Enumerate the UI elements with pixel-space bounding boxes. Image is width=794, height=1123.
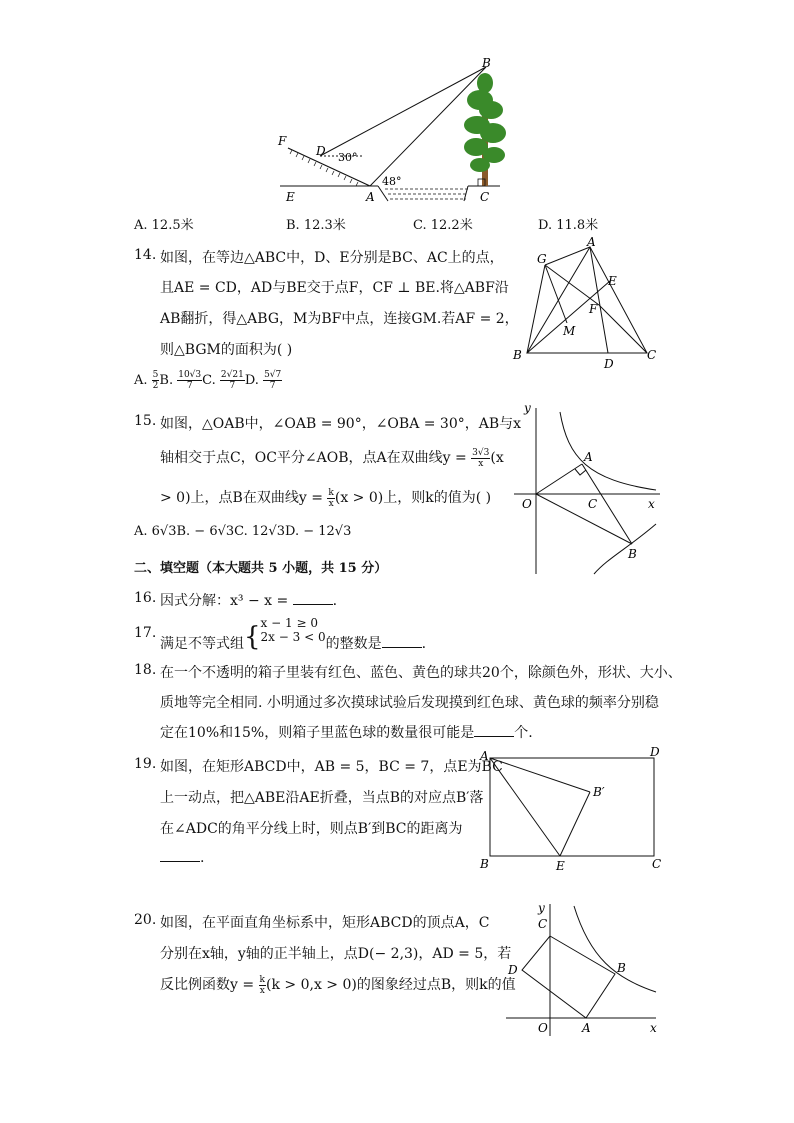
q18-number: 18. [134, 662, 157, 678]
q14-opt-a-label: A. [134, 373, 148, 388]
q18-line3-text: 定在10%和15%，则箱子里蓝色球的数量很可能是 [160, 725, 475, 741]
q16-text: 因式分解：x³ − x = [160, 593, 293, 609]
q19-number: 19. [134, 756, 157, 772]
q15-line2-text: 轴相交于点C，OC平分∠AOB，点A在双曲线y = [160, 450, 467, 466]
q13-option-a: A. 12.5米 [134, 218, 194, 233]
q20-number: 20. [134, 912, 157, 928]
q14-options [134, 370, 282, 391]
section-2-heading: 二、填空题（本大题共 5 小题，共 15 分） [134, 561, 388, 576]
q14-line4: 则△BGM的面积为( ) [160, 342, 293, 358]
q14-label-E: E [608, 274, 617, 288]
q20-label-D: D [508, 963, 518, 977]
q19-label-A: A [480, 749, 489, 763]
q19-end: . [200, 850, 205, 866]
q20-axis-y: y [538, 901, 545, 915]
q15-line2-fraction: $\frac{3√3}{x}$ [472, 447, 490, 469]
q20-label-B: B [617, 961, 626, 975]
q14-label-F: F [589, 302, 598, 316]
q20-line3 [160, 974, 516, 996]
q13-label-C: C [480, 190, 490, 204]
q15-line2 [160, 447, 504, 469]
q20-line3-text: 反比例函数y = [160, 977, 255, 993]
q14-line1: 如图，在等边△ABC中，D、E分别是BC、AC上的点， [160, 250, 504, 266]
q14-opt-d-label: D. [244, 373, 259, 388]
q14-opt-c-label: C. [202, 373, 216, 388]
q19-label-E: E [556, 859, 565, 873]
q19-label-C: C [652, 857, 662, 871]
q14-number: 14. [134, 247, 157, 263]
q16-number: 16. [134, 590, 157, 606]
q17-pre: 满足不等式组 [160, 636, 244, 652]
q20-label-C: C [538, 917, 548, 931]
q18-line2: 质地等完全相同. 小明通过多次摸球试验后发现摸到红色球、黄色球的频率分别稳 [160, 695, 659, 711]
q13-option-c: C. 12.2米 [413, 218, 473, 233]
q13-label-B: B [482, 56, 491, 70]
q15-line3-text: > 0)上，点B在双曲线y = [160, 490, 323, 506]
q15-label-A: A [584, 450, 593, 464]
q16-line [160, 590, 337, 610]
q14-opt-b-value: $\frac{10√3}{7}$ [178, 370, 202, 391]
q14-label-B: B [513, 348, 522, 362]
q14-figure [505, 235, 665, 375]
q17-number: 17. [134, 625, 157, 641]
q13-option-b: B. 12.3米 [286, 218, 346, 233]
q20-line2: 分别在x轴，y轴的正半轴上，点D(− 2,3)，AD = 5，若 [160, 946, 512, 962]
q20-axis-x: x [650, 1021, 657, 1035]
q19-figure [476, 744, 666, 874]
q13-figure [270, 55, 530, 205]
q14-opt-b-label: B. [159, 373, 174, 388]
q13-label-F: F [278, 134, 287, 148]
q15-line1: 如图，△OAB中，∠OAB = 90°，∠OBA = 30°，AB与x [160, 416, 522, 432]
q16-end: . [332, 593, 338, 609]
q15-line3-tail: (x > 0)上，则k的值为( ) [334, 490, 492, 506]
q14-line2: 且AE = CD，AD与BE交于点F，CF ⊥ BE.将△ABF沿 [160, 280, 509, 296]
q19-line2: 上一动点，把△ABE沿AE折叠，当点B的对应点B′落 [160, 790, 484, 806]
q15-options: A. 6√3B. − 6√3C. 12√3D. − 12√3 [134, 524, 352, 539]
q18-line3 [160, 722, 533, 742]
q20-line3-fraction: $\frac{k}{x}$ [259, 974, 266, 996]
q15-line3-fraction: $\frac{k}{x}$ [328, 487, 334, 509]
q17-end: . [421, 636, 427, 652]
q14-opt-d-value: $\frac{5√7}{7}$ [264, 370, 282, 391]
q20-line1: 如图，在平面直角坐标系中，矩形ABCD的顶点A，C [160, 915, 490, 931]
q15-label-C: C [588, 497, 598, 511]
q17-brace: { [244, 622, 261, 652]
q19-label-B: B [480, 857, 489, 871]
q13-angle-48: 48° [382, 175, 402, 188]
q15-label-O: O [522, 497, 532, 511]
q20-line3-tail: (k > 0,x > 0)的图象经过点B，则k的值 [266, 977, 516, 993]
q19-line4 [160, 849, 204, 866]
q20-label-A: A [582, 1021, 591, 1035]
q15-line3 [160, 487, 491, 509]
q19-label-B-prime: B′ [593, 785, 605, 799]
q18-answer-blank [474, 724, 514, 737]
q14-label-A: A [587, 235, 596, 249]
q15-figure [508, 398, 668, 578]
q19-line3: 在∠ADC的角平分线上时，则点B′到BC的距离为 [160, 821, 463, 837]
q19-label-D: D [650, 745, 660, 759]
q14-label-G: G [537, 252, 547, 266]
q16-answer-blank [293, 592, 333, 605]
q20-label-O: O [538, 1021, 548, 1035]
q15-axis-x: x [648, 497, 655, 511]
q13-angle-30: 30° [338, 151, 358, 164]
q13-label-E: E [286, 190, 295, 204]
q15-axis-y: y [524, 401, 531, 415]
q14-line3: AB翻折，得△ABG，M为BF中点，连接GM.若AF = 2， [160, 311, 519, 327]
q18-line3-tail: 个. [514, 725, 533, 741]
q14-opt-a-value: $\frac{5}{2}$ [152, 370, 159, 391]
q19-answer-blank [160, 849, 200, 862]
q17-line [160, 616, 427, 652]
q17-post: 的整数是 [325, 636, 382, 652]
q14-opt-c-value: $\frac{2√21}{7}$ [220, 370, 244, 391]
q17-system: x − 1 ≥ 0 2x − 3 < 0 [260, 616, 326, 644]
q14-label-M: M [563, 324, 576, 338]
q13-label-A: A [366, 190, 375, 204]
q13-option-d: D. 11.8米 [538, 218, 599, 233]
q17-answer-blank [382, 635, 422, 648]
q15-line2-tail: (x [490, 450, 504, 466]
q19-line1: 如图，在矩形ABCD中，AB = 5，BC = 7，点E为BC [160, 759, 503, 775]
q14-label-C: C [647, 348, 657, 362]
q20-figure [500, 898, 665, 1038]
q13-label-D: D [316, 144, 326, 158]
q15-number: 15. [134, 413, 157, 429]
q15-label-B: B [628, 547, 637, 561]
q14-label-D: D [604, 357, 614, 371]
q18-line1: 在一个不透明的箱子里装有红色、蓝色、黄色的球共20个，除颜色外，形状、大小、 [160, 665, 682, 681]
